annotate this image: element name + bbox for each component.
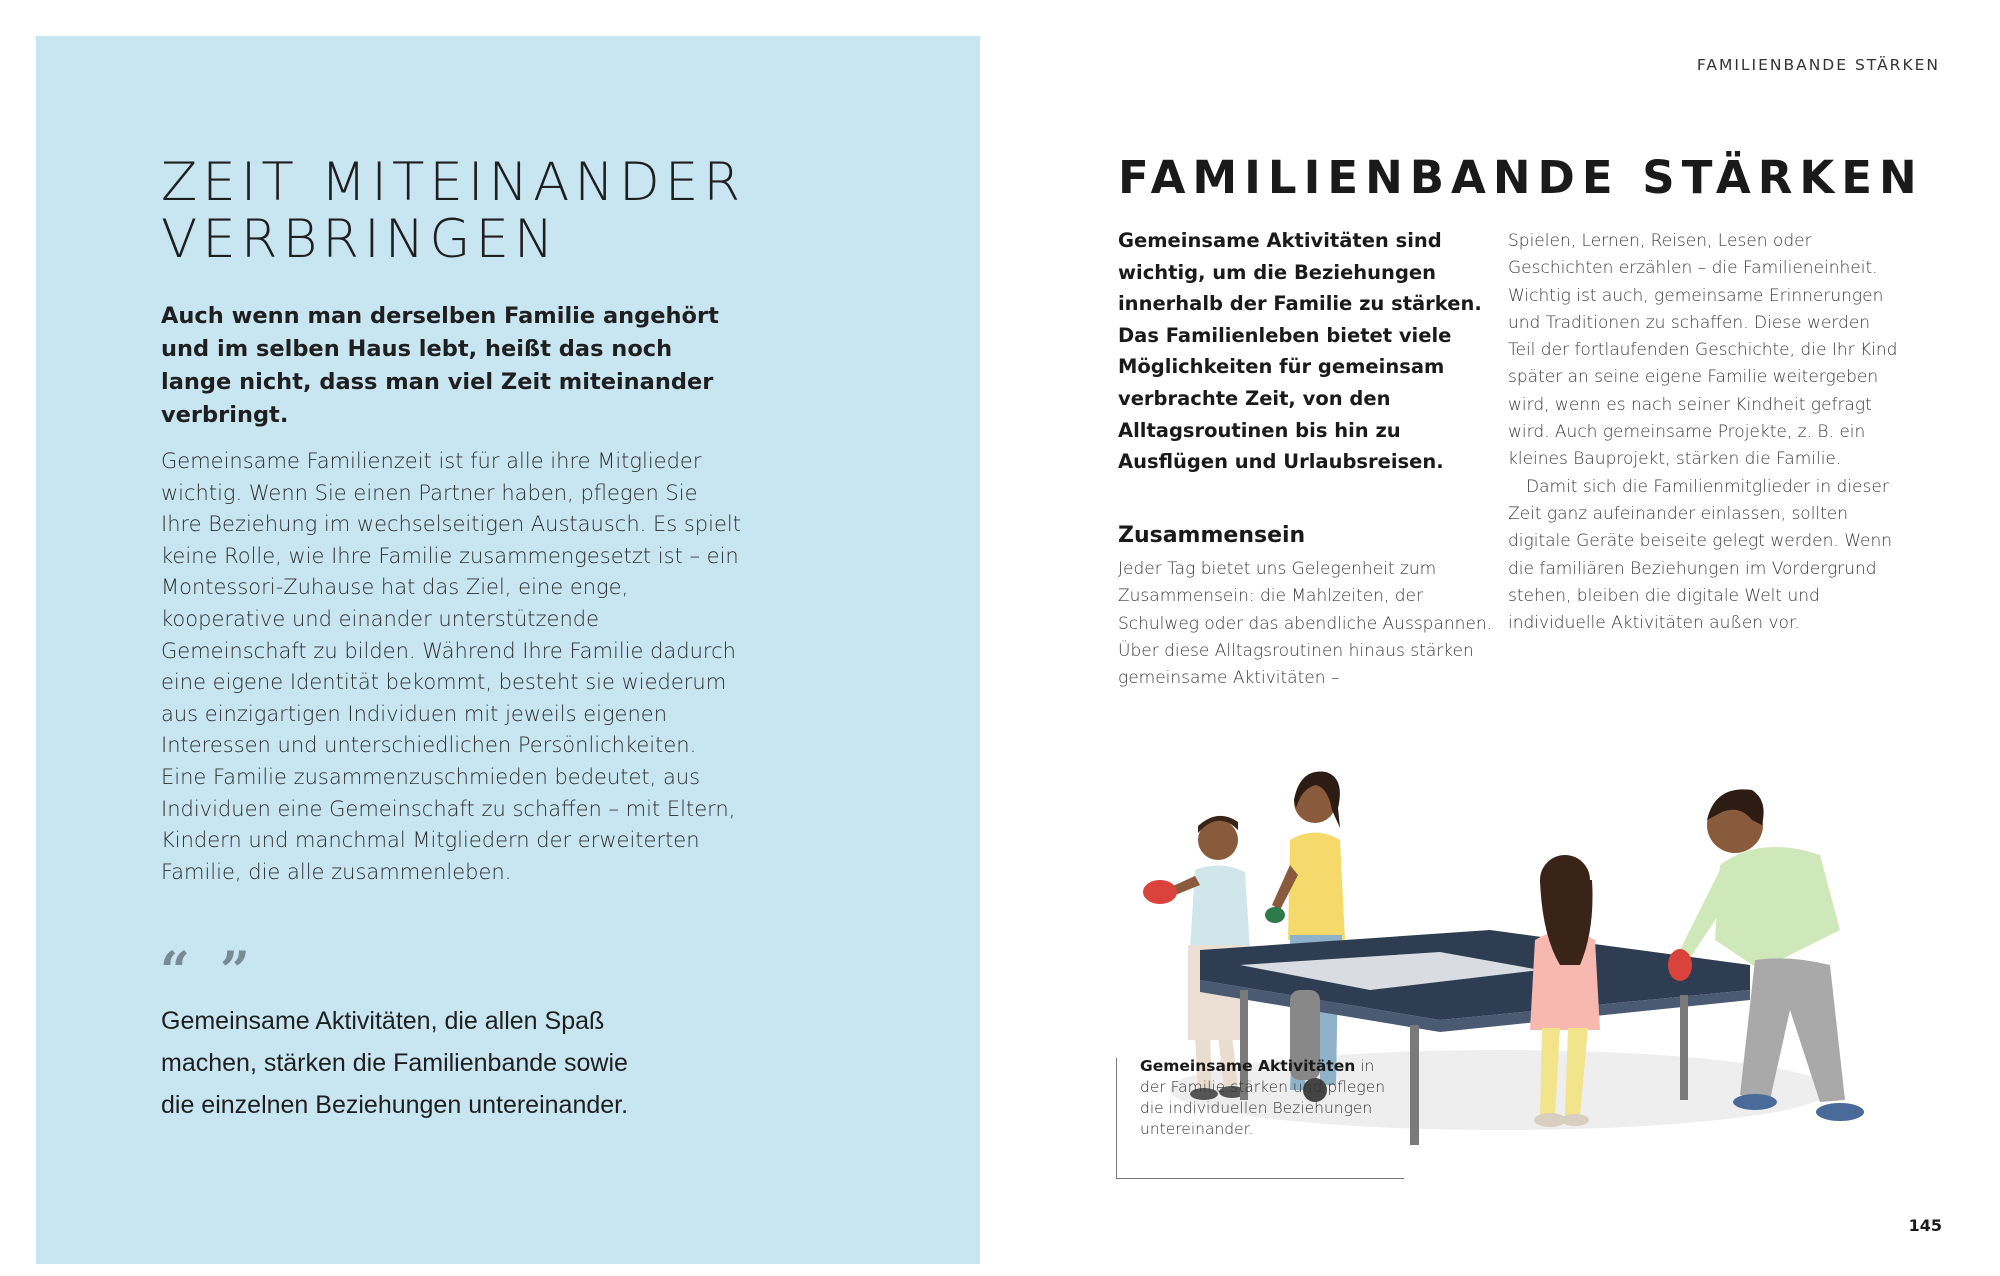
quote-marks-icon: “ ”	[160, 941, 256, 1002]
pull-quote: Gemeinsame Aktivitäten, die allen Spaß machen, stärken die Familienbande sowie die einzelnen Beziehungen untereinander.	[161, 1007, 629, 1119]
caption-rest: in der Familie stärken und pflegen die individuellen Beziehungen untereinander.	[1140, 1057, 1386, 1138]
column-two-paragraph-2: Damit sich die Familienmitglieder in dieser Zeit ganz aufeinander einlassen, sollten digitale Geräte beiseite gelegt werden. Wenn die familiären Beziehungen im Vordergrund stehen, bleiben die digitale Welt und individuelle Aktivitäten außen vor.	[1508, 476, 1893, 634]
green-paddle	[1265, 907, 1285, 923]
red-paddle-boy	[1143, 880, 1177, 904]
column-two-paragraph-1: Spielen, Lernen, Reisen, Lesen oder Geschichten erzählen – die Familieneinheit. Wichtig ist auch, gemeinsame Erinnerungen und Traditionen zu schaffen. Diese werden Teil der fortlaufenden Geschichte, die Ihr Kind später an seine eigene Familie weitergeben wird, wenn es nach seiner Kindheit gefragt wird. Auch gemeinsame Projekte, z. B. ein kleines Bauprojekt, stärken die Familie.	[1508, 231, 1898, 470]
page-number: 145	[1908, 1216, 1942, 1235]
column-one-text: Jeder Tag bietet uns Gelegenheit zum Zusammensein: die Mahlzeiten, der Schulweg oder das abendliche Ausspannen. Über diese Alltagsroutinen hinaus stärken gemeinsame Aktivitäten –	[1118, 559, 1493, 689]
left-page-title: ZEIT MITEINANDER VERBRINGEN	[161, 152, 746, 270]
caption-bold: Gemeinsame Aktivitäten	[1140, 1057, 1356, 1075]
image-caption	[1140, 1056, 1390, 1140]
running-head: FAMILIENBANDE STÄRKEN	[1696, 56, 1940, 74]
column-two-text	[1508, 228, 1898, 637]
red-paddle-father	[1668, 949, 1692, 981]
section-subheading: Zusammensein	[1118, 523, 1306, 548]
left-lead-paragraph: Auch wenn man derselben Familie angehört und im selben Haus lebt, heißt das noch lange nicht, dass man viel Zeit miteinander verbringt.	[161, 303, 719, 428]
left-body-paragraph: Gemeinsame Familienzeit ist für alle ihre Mitglieder wichtig. Wenn Sie einen Partner haben, pflegen Sie Ihre Beziehung im wechselseitigen Austausch. Es spielt keine Rolle, wie Ihre Familie zusammengesetzt ist – ein Montessori-Zuhause hat das Ziel, eine enge, kooperative und einander unterstützende Gemeinschaft zu bilden. Während Ihre Familie dadurch eine eigene Identität bekommt, besteht sie wiederum aus einzigartigen Individuen mit jeweils eigenen Interessen und unterschiedlichen Persönlichkeiten. Eine Familie zusammenzuschmieden bedeutet, aus Individuen eine Gemeinschaft zu schaffen – mit Eltern, Kindern und manchmal Mitgliedern der erweiterten Familie, die alle zusammenleben.	[161, 449, 741, 884]
right-page-title: FAMILIENBANDE STÄRKEN	[1118, 151, 1924, 204]
right-lead-paragraph: Gemeinsame Aktivitäten sind wichtig, um die Beziehungen innerhalb der Familie zu stärken. Das Familienleben bietet viele Möglichkeiten für gemeinsam verbrachte Zeit, von den Alltagsroutinen bis hin zu Ausflügen und Urlaubsreisen.	[1118, 229, 1482, 474]
